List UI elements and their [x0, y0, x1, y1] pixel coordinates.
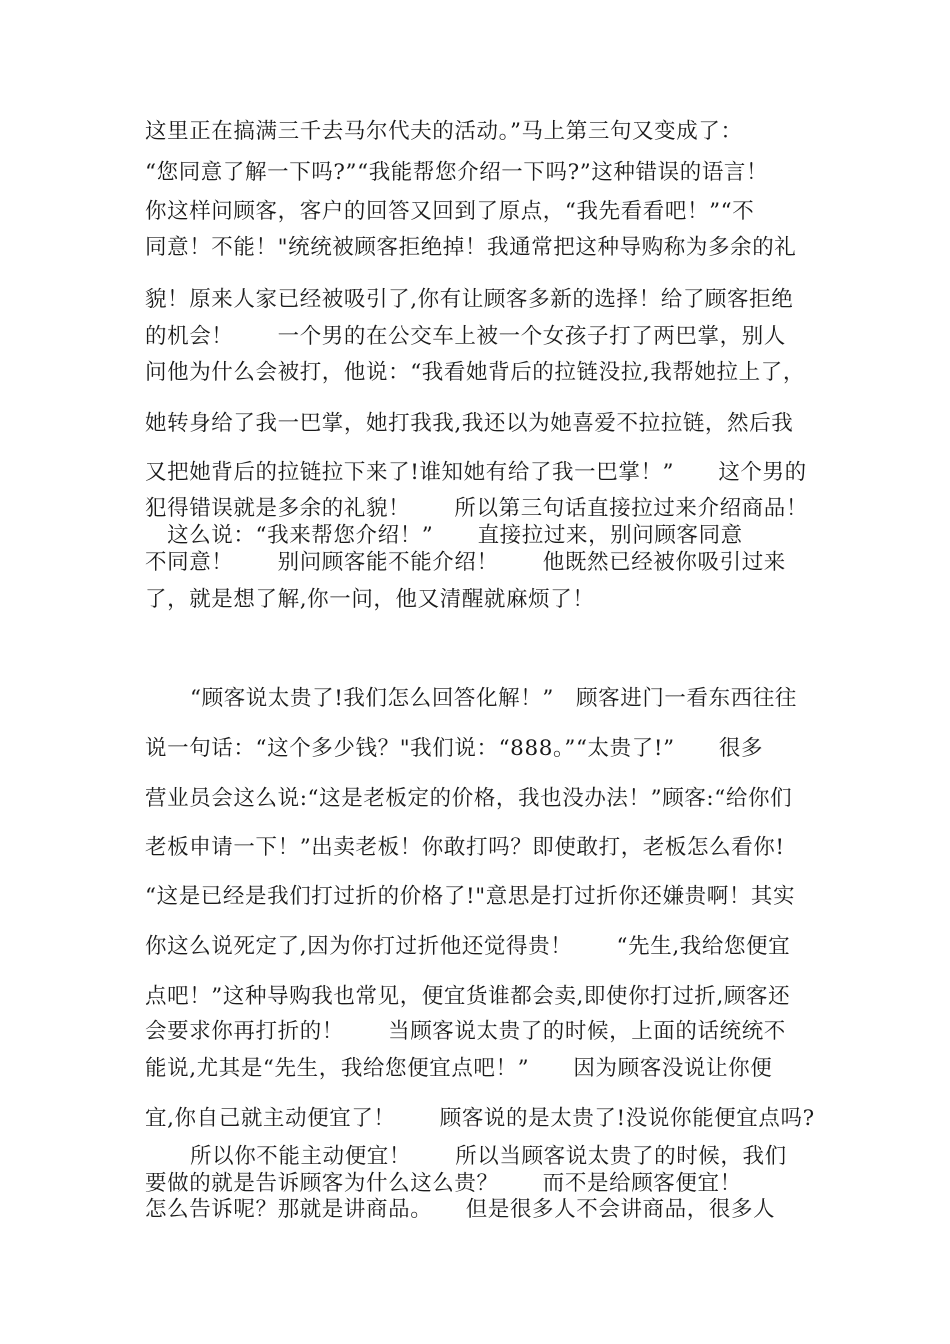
text-line: 怎么告诉呢？那就是讲商品。 但是很多人不会讲商品，很多人 [145, 1197, 776, 1222]
text-line: 貌！原来人家已经被吸引了,你有让顾客多新的选择！给了顾客拒绝 [145, 287, 794, 312]
text-line: 会要求你再打折的！ 当顾客说太贵了的时候，上面的话统统不 [145, 1019, 786, 1044]
text-line: 又把她背后的拉链拉下来了!谁知她有给了我一巴掌！” 这个男的 [145, 460, 807, 485]
text-line: 她转身给了我一巴掌，她打我我,我还以为她喜爱不拉拉链，然后我 [145, 411, 794, 436]
text-line: 点吧！”这种导购我也常见，便宜货谁都会卖,即使你打过折,顾客还 [145, 984, 791, 1009]
text-line: 了，就是想了解,你一问，他又清醒就麻烦了！ [145, 587, 595, 612]
text-line: 这里正在搞满三千去马尔代夫的活动。”马上第三句又变成了： [145, 119, 743, 144]
text-line: 所以你不能主动便宜！ 所以当顾客说太贵了的时候，我们 [190, 1144, 787, 1169]
text-line: 的机会！ 一个男的在公交车上被一个女孩子打了两巴掌，别人 [145, 324, 786, 349]
text-line: 要做的就是告诉顾客为什么这么贵？ 而不是给顾客便宜！ [145, 1171, 742, 1196]
text-line: 营业员会这么说:“这是老板定的价格，我也没办法！”顾客:“给你们 [145, 786, 793, 811]
text-line: “您同意了解一下吗?”“我能帮您介绍一下吗?”这种错误的语言！ [145, 160, 769, 185]
text-line: 宜,你自己就主动便宜了！ 顾客说的是太贵了!没说你能便宜点吗? [145, 1106, 815, 1131]
text-line: 老板申请一下！”出卖老板！你敢打吗？即使敢打，老板怎么看你! [145, 835, 785, 860]
text-line: 能说,尤其是“先生，我给您便宜点吧！” 因为顾客没说让你便 [145, 1056, 773, 1081]
text-line: 这么说：“我来帮您介绍！” 直接拉过来，别问顾客同意 [145, 523, 743, 548]
text-line: 不同意！ 别问顾客能不能介绍！ 他既然已经被你吸引过来 [145, 550, 786, 575]
text-line: 你这么说死定了,因为你打过折他还觉得贵！ “先生,我给您便宜 [145, 934, 791, 959]
text-line: 问他为什么会被打，他说：“我看她背后的拉链没拉,我帮她拉上了， [145, 360, 805, 385]
text-line: “这是已经是我们打过折的价格了!"意思是打过折你还嫌贵啊！其实 [145, 884, 796, 909]
text-line: 说一句话：“这个多少钱？"我们说：“888。”“太贵了!” 很多 [145, 736, 764, 761]
text-line: 犯得错误就是多余的礼貌！ 所以第三句话直接拉过来介绍商品！ [145, 496, 809, 521]
text-line: 同意！不能！"统统被顾客拒绝掉！我通常把这种导购称为多余的礼 [145, 235, 797, 260]
text-line: “顾客说太贵了!我们怎么回答化解！” 顾客进门一看东西往往 [190, 686, 798, 711]
text-line: 你这样问顾客，客户的回答又回到了原点，“我先看看吧！”“不 [145, 199, 755, 224]
